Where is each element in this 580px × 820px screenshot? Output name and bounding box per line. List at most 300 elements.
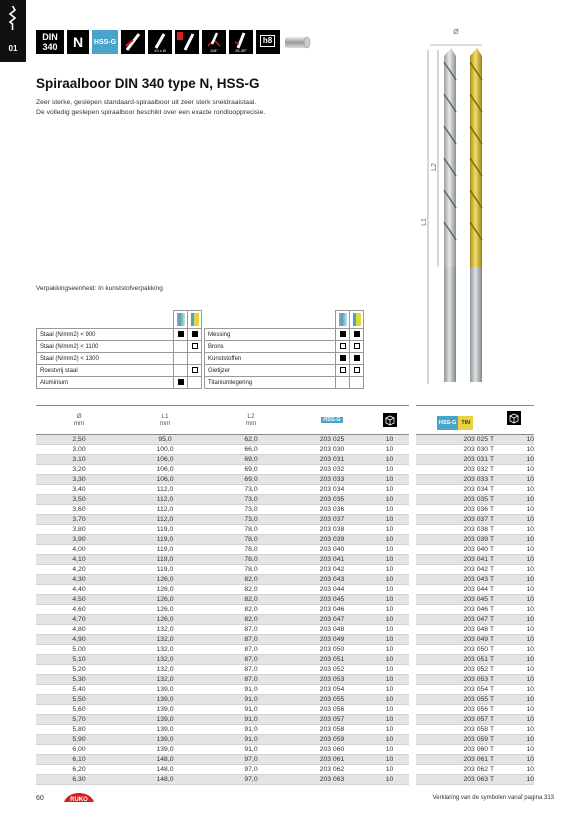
table-row: [416, 645, 534, 655]
cell-tin-article-number: 203 045 T: [463, 596, 494, 603]
tin-drill-swatch: [188, 311, 202, 329]
table-row: [416, 725, 534, 735]
cell-pack-qty: 10: [385, 576, 394, 583]
cell-l1: 132,0: [156, 626, 174, 633]
cell-pack-qty: 10: [526, 556, 534, 563]
suitability-cell: [350, 377, 364, 389]
size-table-header: [36, 405, 409, 435]
cell-article-number: 203 048: [319, 626, 345, 633]
cell-l2: 91,0: [244, 696, 258, 703]
cell-l1: 112,0: [156, 486, 174, 493]
cell-tin-article-number: 203 041 T: [463, 556, 494, 563]
cell-l2: 87,0: [244, 636, 258, 643]
n-spiral-icon: [175, 30, 199, 54]
cell-l1: 112,0: [156, 516, 174, 523]
symbols-reference-note: Verklaring van de symbolen vanaf pagina 313: [432, 795, 554, 801]
suitability-cell: [188, 353, 202, 365]
cell-tin-article-number: 203 049 T: [463, 636, 494, 643]
material-row: [205, 365, 364, 377]
cell-tin-article-number: 203 034 T: [463, 486, 494, 493]
cell-l1: 148,0: [156, 766, 174, 773]
table-row: [36, 615, 409, 625]
cell-l2: 82,0: [244, 606, 258, 613]
cell-l2: 78,0: [244, 536, 258, 543]
steel-drill-swatch: [174, 311, 188, 329]
hss-tin-chip: [437, 416, 473, 430]
cell-diameter: 4,30: [72, 576, 86, 583]
cell-pack-qty: 10: [526, 436, 534, 443]
table-row: [416, 715, 534, 725]
material-name: Staal (N/mm2) < 900: [37, 329, 174, 341]
suitability-cell: [174, 377, 188, 389]
suitable-mark: [178, 379, 184, 385]
cell-article-number: 203 055: [319, 696, 345, 703]
table-row: [416, 565, 534, 575]
cell-article-number: 203 051: [319, 656, 345, 663]
suitability-cell: [188, 365, 202, 377]
cell-tin-article-number: 203 040 T: [463, 546, 494, 553]
cell-article-number: 203 063: [319, 776, 345, 783]
cell-tin-article-number: 203 035 T: [463, 496, 494, 503]
cell-pack-qty: 10: [385, 496, 394, 503]
cell-pack-qty: 10: [385, 746, 394, 753]
cell-l1: 148,0: [156, 776, 174, 783]
cell-pack-qty: 10: [526, 506, 534, 513]
cell-diameter: 5,90: [72, 736, 86, 743]
cell-pack-qty: 10: [385, 526, 394, 533]
cell-tin-article-number: 203 037 T: [463, 516, 494, 523]
col-unit: mm: [245, 420, 257, 427]
cell-pack-qty: 10: [385, 456, 394, 463]
cell-pack-qty: 10: [385, 696, 394, 703]
cell-pack-qty: 10: [526, 516, 534, 523]
table-row: [416, 705, 534, 715]
tin-table-body: [416, 435, 534, 785]
cell-l1: 126,0: [156, 606, 174, 613]
cell-pack-qty: 10: [526, 646, 534, 653]
table-row: [36, 525, 409, 535]
table-row: [36, 635, 409, 645]
cell-l1: 106,0: [156, 456, 174, 463]
suitability-cell: [336, 341, 350, 353]
cell-tin-article-number: 203 061 T: [463, 756, 494, 763]
cell-l1: 132,0: [156, 656, 174, 663]
hss-chip-label: HSS-G: [437, 416, 458, 430]
table-row: [416, 685, 534, 695]
cell-article-number: 203 049: [319, 636, 345, 643]
conditional-mark: [354, 367, 360, 373]
cell-article-number: 203 062: [319, 766, 345, 773]
cell-diameter: 5,70: [72, 716, 86, 723]
symbol-strip: [36, 30, 311, 54]
col-unit: mm: [73, 420, 85, 427]
cell-article-number: 203 040: [319, 546, 345, 553]
cell-l1: 119,0: [156, 536, 174, 543]
table-row: [416, 475, 534, 485]
cell-pack-qty: 10: [526, 746, 534, 753]
cell-l2: 78,0: [244, 556, 258, 563]
cell-pack-qty: 10: [526, 686, 534, 693]
cell-pack-qty: 10: [526, 536, 534, 543]
cell-diameter: 4,60: [72, 606, 86, 613]
cell-l1: 119,0: [156, 546, 174, 553]
material-name: Brons: [205, 341, 336, 353]
table-row: [416, 655, 534, 665]
cell-l1: 119,0: [156, 526, 174, 533]
cell-l2: 87,0: [244, 666, 258, 673]
suitability-cell: [188, 329, 202, 341]
material-row: [37, 377, 202, 389]
cell-pack-qty: 10: [385, 636, 394, 643]
suitability-cell: [350, 365, 364, 377]
cell-pack-qty: 10: [526, 716, 534, 723]
cell-l1: 106,0: [156, 466, 174, 473]
cell-diameter: 5,10: [72, 656, 86, 663]
size-table-body: [36, 435, 409, 785]
cell-diameter: 6,00: [72, 746, 86, 753]
cell-l2: 73,0: [244, 486, 258, 493]
chapter-number: 01: [8, 44, 18, 53]
table-row: [36, 475, 409, 485]
cell-tin-article-number: 203 047 T: [463, 616, 494, 623]
table-row: [36, 565, 409, 575]
cell-article-number: 203 032: [319, 466, 345, 473]
table-row: [416, 595, 534, 605]
cell-l1: 126,0: [156, 616, 174, 623]
cell-l2: 78,0: [244, 566, 258, 573]
cell-article-number: 203 058: [319, 726, 345, 733]
conditional-mark: [340, 343, 346, 349]
cell-l2: 69,0: [244, 456, 258, 463]
table-row: [416, 515, 534, 525]
cell-l2: 97,0: [244, 756, 258, 763]
cell-pack-qty: 10: [385, 616, 394, 623]
col-pack-qty: [494, 411, 534, 430]
cell-l2: 91,0: [244, 716, 258, 723]
cell-pack-qty: 10: [526, 586, 534, 593]
ruko-logo: [62, 790, 96, 804]
suitable-mark: [340, 331, 346, 337]
cell-l2: 82,0: [244, 576, 258, 583]
table-row: [416, 735, 534, 745]
cell-pack-qty: 10: [526, 456, 534, 463]
cell-diameter: 3,80: [72, 526, 86, 533]
cell-tin-article-number: 203 051 T: [463, 656, 494, 663]
table-row: [416, 455, 534, 465]
cell-pack-qty: 10: [385, 666, 394, 673]
cell-pack-qty: 10: [385, 446, 394, 453]
cell-tin-article-number: 203 030 T: [463, 446, 494, 453]
cell-pack-qty: 10: [385, 676, 394, 683]
cell-pack-qty: 10: [385, 516, 394, 523]
helix-angle-icon: [229, 30, 253, 54]
cell-l2: 97,0: [244, 766, 258, 773]
table-row: [416, 555, 534, 565]
cell-pack-qty: 10: [526, 596, 534, 603]
point-angle-icon: [202, 30, 226, 54]
cell-diameter: 5,80: [72, 726, 86, 733]
material-name: Staal (N/mm2) < 1300: [37, 353, 174, 365]
type-n-icon: [67, 30, 89, 54]
table-row: [416, 525, 534, 535]
cell-article-number: 203 034: [319, 486, 345, 493]
cell-tin-article-number: 203 056 T: [463, 706, 494, 713]
cell-pack-qty: 10: [526, 776, 534, 783]
cell-pack-qty: 10: [526, 466, 534, 473]
cell-l2: 62,0: [244, 436, 258, 443]
table-row: [36, 775, 409, 785]
table-row: [36, 715, 409, 725]
table-row: [36, 665, 409, 675]
conditional-mark: [192, 367, 198, 373]
suitability-cell: [336, 365, 350, 377]
length-ratio-icon: [148, 30, 172, 54]
table-row: [36, 625, 409, 635]
cell-pack-qty: 10: [526, 476, 534, 483]
table-row: [36, 535, 409, 545]
cell-pack-qty: 10: [526, 656, 534, 663]
page-number: 60: [36, 795, 44, 802]
cell-diameter: 4,90: [72, 636, 86, 643]
cell-l1: 119,0: [156, 556, 174, 563]
cell-l2: 91,0: [244, 706, 258, 713]
din-number: 340: [42, 42, 58, 52]
cell-diameter: 5,50: [72, 696, 86, 703]
table-row: [416, 535, 534, 545]
header-spacer: [205, 311, 336, 329]
cell-l2: 78,0: [244, 526, 258, 533]
cell-diameter: 4,50: [72, 596, 86, 603]
description-line: De volledig geslepen spiraalboor beschikt over een exacte rondloopprecisie.: [36, 109, 266, 116]
suitability-cell: [188, 377, 202, 389]
conditional-mark: [354, 343, 360, 349]
cell-diameter: 6,30: [72, 776, 86, 783]
table-row: [36, 655, 409, 665]
cell-l2: 87,0: [244, 656, 258, 663]
col-l1-label: L1: [161, 413, 169, 420]
cell-l2: 78,0: [244, 546, 258, 553]
cell-pack-qty: 10: [526, 526, 534, 533]
cell-l2: 91,0: [244, 736, 258, 743]
cell-pack-qty: 10: [385, 546, 394, 553]
cell-l2: 87,0: [244, 626, 258, 633]
cell-l1: 139,0: [156, 706, 174, 713]
cell-l1: 126,0: [156, 586, 174, 593]
suitable-mark: [354, 331, 360, 337]
table-row: [416, 465, 534, 475]
conditional-mark: [192, 343, 198, 349]
material-row: [205, 377, 364, 389]
cell-l2: 82,0: [244, 596, 258, 603]
cell-diameter: 5,20: [72, 666, 86, 673]
cell-l1: 112,0: [156, 496, 174, 503]
table-row: [416, 615, 534, 625]
cell-pack-qty: 10: [385, 686, 394, 693]
table-row: [36, 605, 409, 615]
cell-article-number: 203 035: [319, 496, 345, 503]
table-row: [416, 775, 534, 785]
table-row: [36, 575, 409, 585]
cell-pack-qty: 10: [385, 536, 394, 543]
table-row: [36, 755, 409, 765]
suitability-cell: [174, 329, 188, 341]
material-name: Kunststoffen: [205, 353, 336, 365]
col-l2-label: L2: [247, 413, 255, 420]
cell-article-number: 203 038: [319, 526, 345, 533]
conditional-mark: [340, 367, 346, 373]
cell-article-number: 203 061: [319, 756, 345, 763]
hss-g-chip: [321, 413, 342, 427]
material-row: [205, 353, 364, 365]
cell-l1: 139,0: [156, 746, 174, 753]
cell-pack-qty: 10: [526, 546, 534, 553]
table-row: [36, 465, 409, 475]
cell-pack-qty: 10: [385, 566, 394, 573]
cell-article-number: 203 059: [319, 736, 345, 743]
cell-l1: 139,0: [156, 686, 174, 693]
material-name: Aluminium: [37, 377, 174, 389]
cell-diameter: 3,00: [72, 446, 86, 453]
cell-tin-article-number: 203 036 T: [463, 506, 494, 513]
suitable-mark: [192, 331, 198, 337]
suitability-cell: [350, 341, 364, 353]
table-row: [36, 705, 409, 715]
cell-article-number: 203 036: [319, 506, 345, 513]
material-table-right: [204, 310, 364, 389]
steel-drill-swatch: [336, 311, 350, 329]
cell-tin-article-number: 203 031 T: [463, 456, 494, 463]
cell-pack-qty: 10: [526, 736, 534, 743]
material-name: Staal (N/mm2) < 1100: [37, 341, 174, 353]
cell-l1: 126,0: [156, 596, 174, 603]
cell-pack-qty: 10: [385, 756, 394, 763]
cell-l2: 87,0: [244, 676, 258, 683]
cell-pack-qty: 10: [385, 716, 394, 723]
cell-diameter: 3,50: [72, 496, 86, 503]
cell-pack-qty: 10: [526, 616, 534, 623]
cell-diameter: 3,20: [72, 466, 86, 473]
table-row: [416, 435, 534, 445]
cell-l2: 73,0: [244, 496, 258, 503]
cell-article-number: 203 056: [319, 706, 345, 713]
cell-pack-qty: 10: [385, 656, 394, 663]
cell-diameter: 5,60: [72, 706, 86, 713]
table-row: [36, 595, 409, 605]
cell-article-number: 203 054: [319, 686, 345, 693]
table-row: [36, 545, 409, 555]
cell-l2: 82,0: [244, 616, 258, 623]
suitability-cell: [174, 365, 188, 377]
cell-pack-qty: 10: [385, 736, 394, 743]
cell-l2: 73,0: [244, 506, 258, 513]
cell-diameter: 3,60: [72, 506, 86, 513]
cell-tin-article-number: 203 033 T: [463, 476, 494, 483]
table-row: [416, 675, 534, 685]
cell-diameter: 6,10: [72, 756, 86, 763]
packaging-note: Verpakkingseenheid: In kunststofverpakking: [36, 285, 163, 292]
cell-l1: 139,0: [156, 736, 174, 743]
cell-l2: 87,0: [244, 646, 258, 653]
drill-flute-icon: [121, 30, 145, 54]
material-name: Titaniumlegering: [205, 377, 336, 389]
cell-article-number: 203 039: [319, 536, 345, 543]
table-row: [416, 695, 534, 705]
cell-l1: 100,0: [156, 446, 174, 453]
cell-pack-qty: 10: [526, 496, 534, 503]
cell-tin-article-number: 203 063 T: [463, 776, 494, 783]
cell-tin-article-number: 203 042 T: [463, 566, 494, 573]
cell-l2: 91,0: [244, 726, 258, 733]
cell-diameter: 3,10: [72, 456, 86, 463]
table-row: [36, 515, 409, 525]
type-n-label: N: [72, 34, 84, 50]
table-row: [36, 645, 409, 655]
cell-pack-qty: 10: [385, 586, 394, 593]
cell-pack-qty: 10: [385, 476, 394, 483]
cell-diameter: 3,70: [72, 516, 86, 523]
cell-pack-qty: 10: [385, 506, 394, 513]
cell-pack-qty: 10: [526, 726, 534, 733]
package-icon: [383, 413, 397, 427]
table-row: [36, 435, 409, 445]
cell-tin-article-number: 203 062 T: [463, 766, 494, 773]
table-row: [416, 755, 534, 765]
cell-tin-article-number: 203 044 T: [463, 586, 494, 593]
cell-diameter: 2,50: [72, 436, 86, 443]
hss-g-icon: [92, 30, 118, 54]
cell-l1: 139,0: [156, 716, 174, 723]
cell-pack-qty: 10: [385, 466, 394, 473]
table-row: [36, 445, 409, 455]
suitability-cell: [336, 329, 350, 341]
drill-illustration: [410, 22, 520, 392]
cell-tin-article-number: 203 038 T: [463, 526, 494, 533]
cell-l1: 139,0: [156, 696, 174, 703]
cell-tin-article-number: 203 058 T: [463, 726, 494, 733]
cell-article-number: 203 037: [319, 516, 345, 523]
point-angle-caption: 118°: [210, 48, 218, 53]
suitable-mark: [340, 355, 346, 361]
suitable-mark: [354, 355, 360, 361]
cell-pack-qty: 10: [385, 436, 394, 443]
cell-pack-qty: 10: [526, 486, 534, 493]
material-row: [37, 341, 202, 353]
cell-pack-qty: 10: [385, 726, 394, 733]
din-standard-icon: [36, 30, 64, 54]
table-row: [416, 505, 534, 515]
cell-tin-article-number: 203 055 T: [463, 696, 494, 703]
cell-diameter: 4,00: [72, 546, 86, 553]
cell-diameter: 4,10: [72, 556, 86, 563]
table-row: [416, 585, 534, 595]
cell-pack-qty: 10: [385, 766, 394, 773]
cell-pack-qty: 10: [385, 486, 394, 493]
table-row: [36, 695, 409, 705]
cell-diameter: 4,70: [72, 616, 86, 623]
cell-pack-qty: 10: [385, 646, 394, 653]
suitable-mark: [178, 331, 184, 337]
table-row: [416, 635, 534, 645]
cell-pack-qty: 10: [526, 606, 534, 613]
cell-l1: 95,0: [158, 436, 172, 443]
length-ratio-caption: 10 x Ø: [154, 48, 166, 53]
material-row: [37, 329, 202, 341]
cell-l1: 126,0: [156, 576, 174, 583]
cell-l2: 97,0: [244, 776, 258, 783]
l2-dimension-label: L2: [431, 163, 438, 171]
suitability-cell: [350, 329, 364, 341]
cell-article-number: 203 045: [319, 596, 345, 603]
